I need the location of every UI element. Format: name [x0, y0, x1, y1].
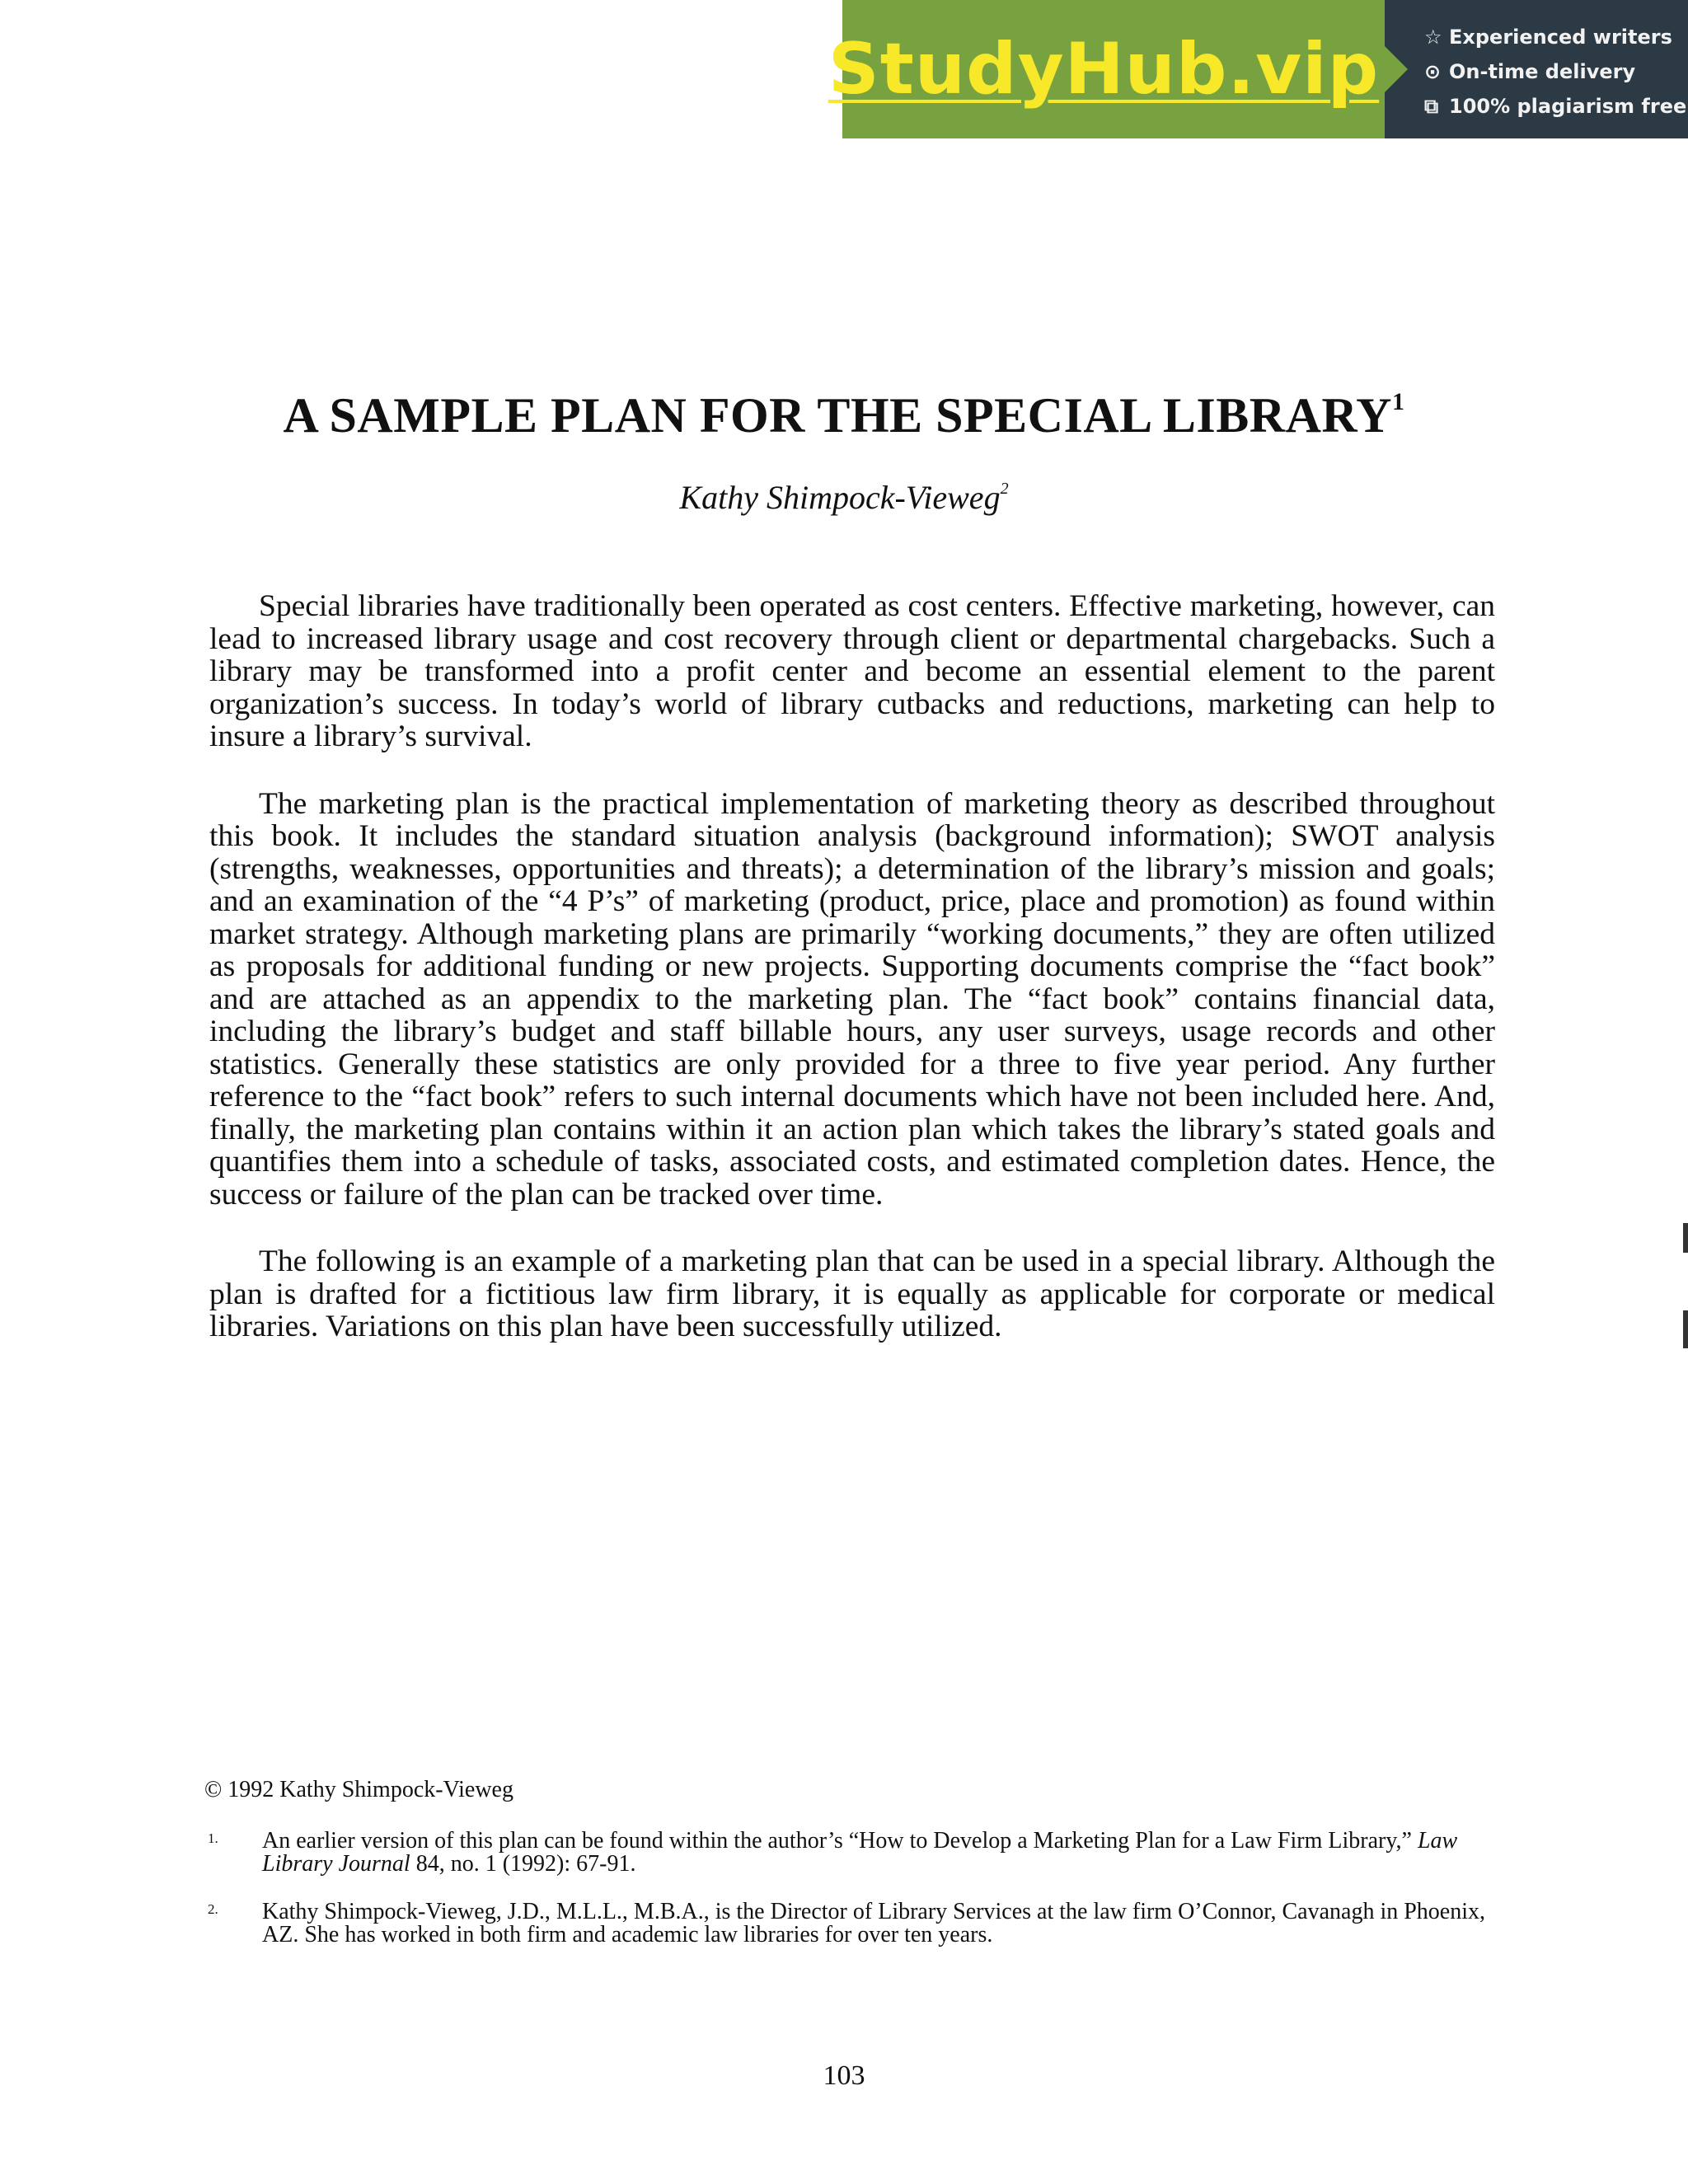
copy-icon: ⧉ — [1424, 95, 1439, 118]
footnote-text-before: An earlier version of this plan can be found within the author’s “How to Develop a Marketing Plan for a Law Firm Library,” — [262, 1828, 1418, 1854]
scan-edge-mark — [1683, 1223, 1688, 1253]
logo-text: StudyHub.vip — [828, 28, 1380, 110]
paragraph-3: The following is an example of a marketing plan that can be used in a special library. Although the plan is drafted for a fictitious law firm library, it is equally as applicable for corporate or medical libraries. Variations on this plan have been successfully utilized. — [209, 1244, 1495, 1343]
footnote-text — [262, 1830, 1490, 1876]
feature-on-time-delivery — [1424, 54, 1688, 89]
title-text: A SAMPLE PLAN FOR THE SPECIAL LIBRARY — [283, 388, 1392, 443]
author-text: Kathy Shimpock-Vieweg — [679, 479, 1001, 516]
feature-list — [1385, 0, 1688, 138]
studyhub-logo[interactable] — [828, 0, 1385, 138]
author-footnote-ref: 2 — [1000, 480, 1009, 498]
footnote-text: Kathy Shimpock-Vieweg, J.D., M.L.L., M.B.A., is the Director of Library Services at the law firm O’Connor, Cavanagh in Phoenix, AZ. She has worked in both firm and academic law libraries for over ten years. — [262, 1899, 1486, 1947]
footnotes — [204, 1779, 1490, 1971]
author-name — [0, 478, 1688, 517]
star-icon: ☆ — [1424, 26, 1442, 49]
scan-edge-mark — [1683, 1310, 1688, 1348]
footnote-number: 2. — [208, 1901, 218, 1917]
feature-label: 100% plagiarism free — [1449, 95, 1687, 118]
feature-plagiarism-free — [1424, 89, 1688, 124]
page-number: 103 — [823, 2060, 865, 2091]
footnote-1 — [204, 1830, 1490, 1876]
journal-title: Law Library Journal — [262, 1828, 1458, 1877]
clock-icon: ⊙ — [1424, 60, 1442, 83]
title-footnote-ref: 1 — [1392, 388, 1405, 415]
paragraph-2: The marketing plan is the practical implementation of marketing theory as described throughout this book. It includes the standard situation analysis (background information); SWOT analysis (strengths, weaknesses, opportunities and threats); a determination of the library’s mission and goals; and an examination of the “4 P’s” of marketing (product, price, place and promotion) as found within market strategy. Although marketing plans are primarily “working documents,” they are often utilized as proposals for additional funding or new projects. Supporting documents comprise the “fact book” and are attached as an appendix to the marketing plan. The “fact book” contains financial data, including the library’s budget and staff billable hours, any user surveys, usage records and other statistics. Generally these statistics are only provided for a three to five year period. Any further reference to the “fact book” refers to such internal documents which have not been included here. And, finally, the marketing plan contains within it an action plan which takes the library’s stated goals and quantifies them into a schedule of tasks, associated costs, and estimated completion dates. Hence, the success or failure of the plan can be tracked over time. — [209, 786, 1495, 1212]
feature-label: On-time delivery — [1449, 60, 1636, 83]
studyhub-banner[interactable] — [828, 0, 1688, 138]
footnote-text-after: 84, no. 1 (1992): 67-91. — [410, 1851, 636, 1877]
footnote-2 — [204, 1900, 1490, 1947]
copyright-notice: © 1992 Kathy Shimpock-Vieweg — [204, 1777, 513, 1802]
footnote-number: 1. — [208, 1830, 218, 1846]
feature-label: Experienced writers — [1449, 26, 1672, 49]
body-text — [209, 590, 1495, 1378]
paragraph-1: Special libraries have traditionally been operated as cost centers. Effective marketing, however, can lead to increased library usage and cost recovery through client or departmental chargebacks. Such a library may be transformed into a profit center and become an essential element to the parent organization’s success. In today’s world of library cutbacks and reductions, marketing can help to insure a library’s survival. — [209, 589, 1495, 753]
feature-experienced-writers — [1424, 20, 1688, 54]
document-title — [0, 387, 1688, 444]
